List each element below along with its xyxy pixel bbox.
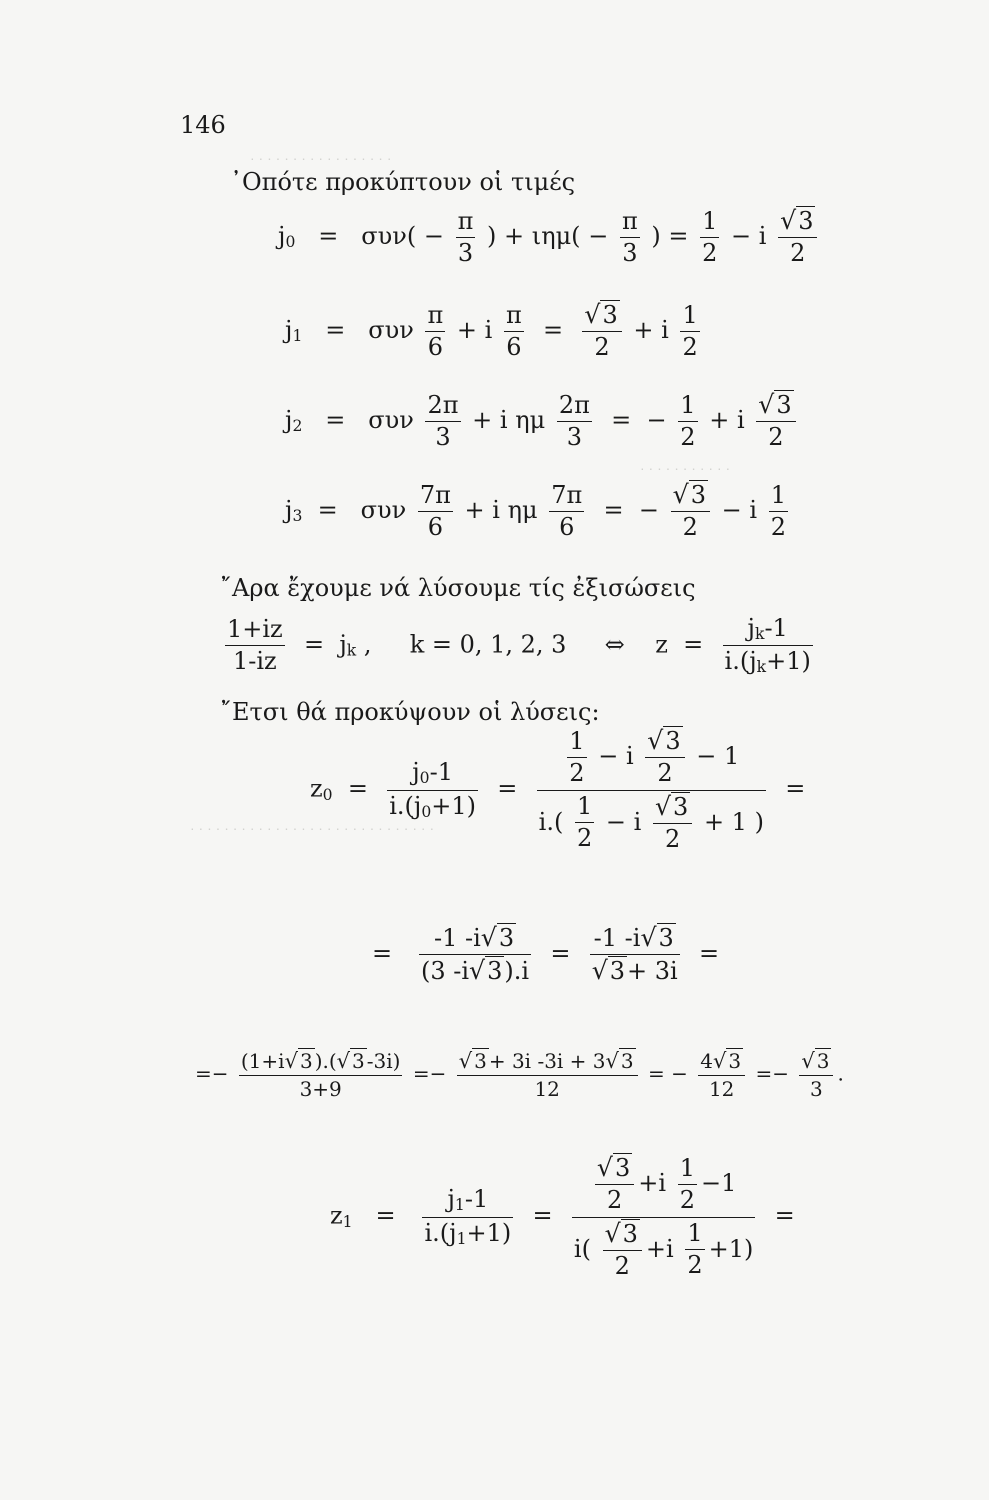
equation-z1: $z_1$ = $\frac{j_1-1}{i.(j_1+1)}$ = $\frac{√3}{2}$ +i $\frac{1}{2}$ −1 i( $\frac{√3}{2}$ +i $\frac{1}{2}$ +1) = bbox=[330, 1153, 795, 1281]
intro-text-3: ῎Ετσι θά προκύψουν οἱ λύσεις: bbox=[220, 698, 600, 726]
intro-text: ᾽Οπότε προκύπτουν οἱ τιμές bbox=[230, 168, 576, 196]
intro-text-2: ῎Αρα ἔχουμε νά λύσουμε τίς ἐξισώσεις bbox=[220, 574, 696, 602]
show-through-text: · · · · · · · · · · · bbox=[640, 460, 731, 476]
equation-z0-step3: =− $\frac{(1+i√ 3 ).(√ 3 -3i)}{3+9}$ =− $\frac{√ 3 + 3i -3i + 3√ 3}{12}$ = − $\frac{4√ 3}{12}$ =− $\frac{√ 3}{3}$ . bbox=[195, 1049, 844, 1102]
page-number: 146 bbox=[180, 111, 226, 139]
equation-j1: $j_1$ = συν $\frac{\pi}{6}$ + i $\frac{\pi}{6}$ = $\frac{√3}{2}$ + i $\frac{1}{2}$ bbox=[285, 300, 698, 362]
show-through-text: · · · · · · · · · · · · · · · · · bbox=[250, 150, 392, 166]
equation-j3: $j_3$ = συν $\frac{7\pi}{6}$ + i ημ $\frac{7\pi}{6}$ = − $\frac{√3}{2}$ − i $\frac{1}{2}$ bbox=[285, 480, 786, 542]
show-through-text: · · · · · · · · · · · · · · · · · · · · · · · · · · · · · bbox=[190, 820, 435, 836]
equation-z0-step1: $z_0$ = $\frac{j_0-1}{i.(j_0+1)}$ = $\frac{1}{2}$ − i $\frac{√3}{2}$ − 1 i.( $\frac{1}{2}$ − i $\frac{√3}{2}$ + 1 ) = bbox=[310, 726, 806, 854]
equation-z0-step2: = $\frac{-1 -i√3}{(3 -i√3).i}$ = $\frac{-1 -i√3}{√3+ 3i}$ = bbox=[372, 923, 720, 986]
main-equation: $\frac{1+iz}{1-iz}$ = $j_k$ , k = 0, 1, 2, 3 ⇔ z = $\frac{j_k-1}{i.(j_k+1)}$ bbox=[227, 614, 811, 677]
equation-j2: $j_2$ = συν $\frac{2\pi}{3}$ + i ημ $\frac{2\pi}{3}$ = − $\frac{1}{2}$ + i $\frac{√3}{2}$ bbox=[285, 392, 800, 451]
equation-j0: $j_0$ = συν( − $\frac{\pi}{3}$ ) + ιημ( − $\frac{\pi}{3}$ ) = $\frac{1}{2}$ − i $\frac{√3}{2}$ bbox=[278, 208, 821, 267]
